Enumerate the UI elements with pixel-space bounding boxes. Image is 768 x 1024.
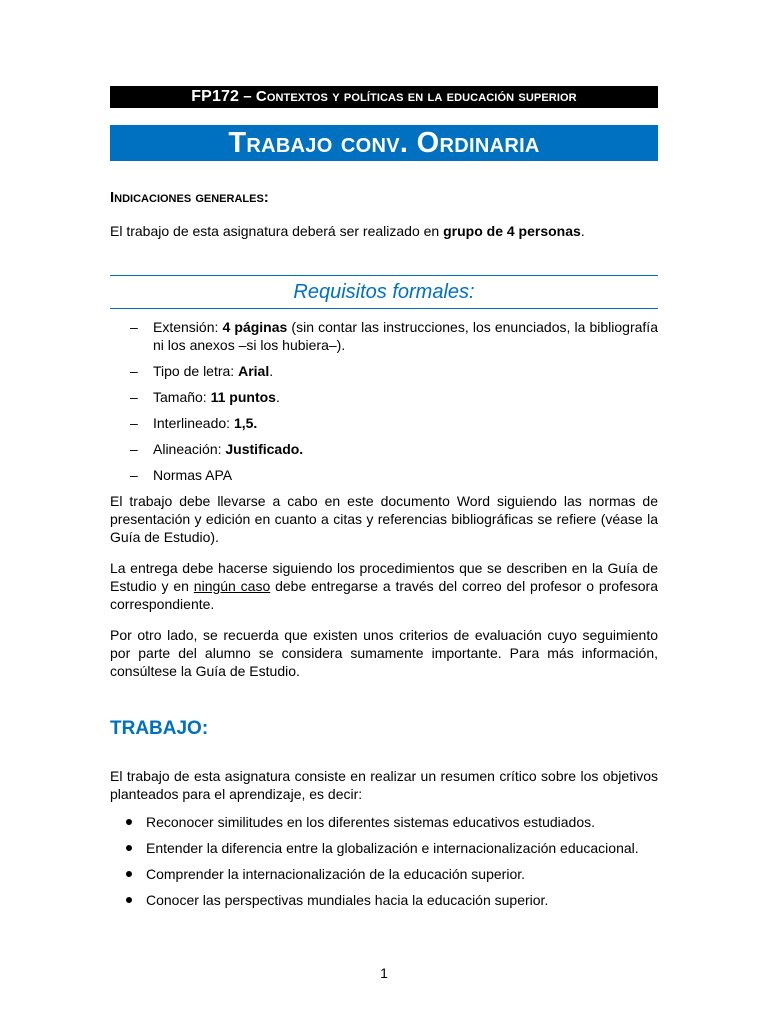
list-item <box>110 440 658 458</box>
objective-text: Conocer las perspectivas mundiales hacia la educación superior. <box>146 892 549 908</box>
general-intro <box>110 222 658 240</box>
document-page <box>110 86 658 917</box>
item-label: Tipo de letra: <box>153 363 239 379</box>
list-item <box>110 865 658 883</box>
intro-end: . <box>580 223 585 239</box>
bullet-icon <box>126 845 132 851</box>
intro-bold: grupo de 4 personas <box>443 223 581 239</box>
paragraph-criteria: Por otro lado, se recuerda que existen unos criterios de evaluación cuyo seguimiento por parte del alumno se considera sumamente importante. Para más información, consúltese la Guía de Estudio. <box>110 627 658 679</box>
list-item <box>110 414 658 432</box>
intro-text: El trabajo de esta asignatura deberá ser realizado en <box>110 223 444 239</box>
bullet-icon <box>126 871 132 877</box>
item-value: Justificado. <box>225 441 304 457</box>
paragraph-word-format: El trabajo debe llevarse a cabo en este documento Word siguiendo las normas de presentación y edición en cuanto a citas y referencias bibliográficas se refiere (véase la Guía de Estudio). <box>110 493 658 545</box>
delivery-text-end: debe entregarse a través del correo del profesor o profesora correspondiente. <box>110 578 659 612</box>
page-number: 1 <box>380 965 388 981</box>
general-heading: Indicaciones generales: <box>110 189 269 206</box>
course-header-bar <box>110 86 658 108</box>
objectives-list <box>110 813 658 909</box>
list-item <box>110 362 658 380</box>
list-item <box>110 388 658 406</box>
dash-marker: – <box>130 441 138 457</box>
dash-marker: – <box>130 467 138 483</box>
list-item <box>110 318 658 354</box>
trabajo-heading: TRABAJO: <box>110 718 209 739</box>
requirements-heading: Requisitos formales: <box>110 275 658 309</box>
item-value: 1,5. <box>233 415 258 431</box>
item-rest: (sin contar las instrucciones, los enunciados, la bibliografía ni los anexos –si los hubiera–). <box>153 319 658 353</box>
item-label: Interlineado: <box>153 415 234 431</box>
item-value: Arial <box>238 363 270 379</box>
item-label: Tamaño: <box>153 389 211 405</box>
dash-marker: – <box>130 319 138 335</box>
course-separator: – <box>238 88 256 105</box>
objective-text: Comprender la internacionalización de la educación superior. <box>146 866 526 882</box>
item-rest: . <box>275 389 280 405</box>
course-code: FP172 <box>191 88 239 105</box>
dash-marker: – <box>130 415 138 431</box>
trabajo-description: El trabajo de esta asignatura consiste en realizar un resumen crítico sobre los objetivos planteados para el aprendizaje, es decir: <box>110 768 658 802</box>
item-value: 4 páginas <box>222 319 288 335</box>
delivery-underlined: ningún caso <box>193 578 271 594</box>
requirements-list <box>110 318 658 484</box>
item-label: Alineación: <box>153 441 226 457</box>
item-label: Normas APA <box>153 467 233 483</box>
document-title: Trabajo conv. Ordinaria <box>110 125 658 161</box>
objective-text: Reconocer similitudes en los diferentes sistemas educativos estudiados. <box>146 814 596 830</box>
objective-text: Entender la diferencia entre la globalización e internacionalización educacional. <box>146 840 639 856</box>
dash-marker: – <box>130 363 138 379</box>
bullet-icon <box>126 819 132 825</box>
course-title: Contextos y políticas en la educación superior <box>255 88 577 105</box>
list-item <box>110 839 658 857</box>
delivery-text: La entrega debe hacerse siguiendo los procedimientos que se describen en la Guía de Estudio y en <box>110 560 658 594</box>
list-item <box>110 813 658 831</box>
bullet-icon <box>126 897 132 903</box>
paragraph-delivery <box>110 559 658 613</box>
dash-marker: – <box>130 389 138 405</box>
list-item <box>110 891 658 909</box>
list-item <box>110 466 658 484</box>
item-label: Extensión: <box>153 319 223 335</box>
item-value: 11 puntos <box>210 389 276 405</box>
item-rest: . <box>269 363 274 379</box>
